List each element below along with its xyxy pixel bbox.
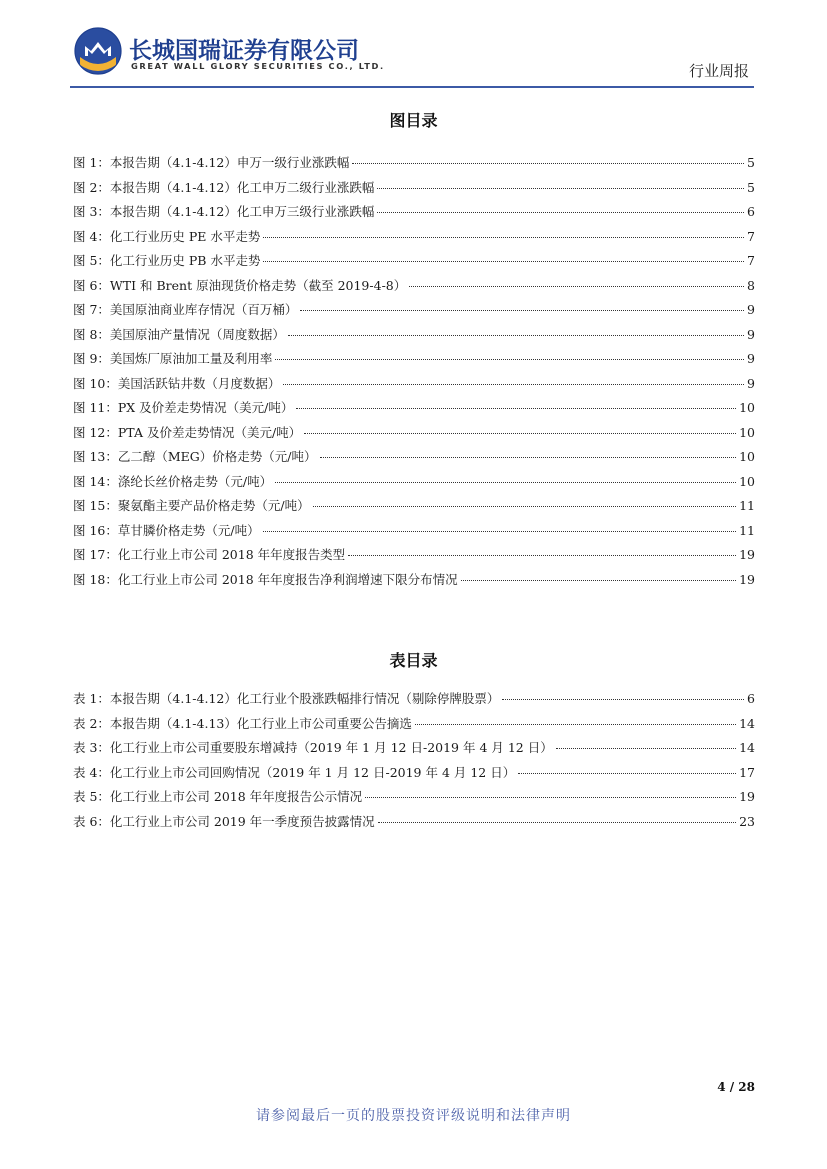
figure-entry-page: 9 — [747, 351, 755, 366]
figure-entry-leader — [263, 531, 737, 532]
figure-entry[interactable] — [73, 545, 755, 570]
figure-entry[interactable] — [73, 202, 755, 227]
figure-entry[interactable] — [73, 447, 755, 472]
page-header — [0, 0, 827, 92]
figure-entry-page: 10 — [739, 424, 755, 440]
figure-entry-label: 图 1：本报告期（4.1-4.12）申万一级行业涨跌幅 — [73, 155, 350, 170]
figure-entry-page: 9 — [747, 375, 755, 391]
table-entry-label: 表 5：化工行业上市公司 2018 年年度报告公示情况 — [73, 789, 363, 804]
figure-entry-label: 图 13：乙二醇（MEG）价格走势（元/吨） — [73, 449, 317, 464]
table-entry-label: 表 2：本报告期（4.1-4.13）化工行业上市公司重要公告摘选 — [73, 715, 412, 731]
figure-entry-page: 9 — [747, 302, 755, 317]
table-entry[interactable] — [73, 787, 755, 812]
figure-entry-leader — [304, 433, 736, 434]
report-type-label: 行业周报 — [688, 62, 749, 80]
figure-entry-page: 11 — [739, 522, 755, 538]
figure-entry-label: 图 17：化工行业上市公司 2018 年年度报告类型 — [73, 547, 346, 562]
figure-entry-page: 5 — [747, 155, 755, 170]
figure-entry[interactable] — [73, 374, 755, 399]
figure-entry[interactable] — [73, 251, 755, 276]
figure-entry-leader — [377, 212, 744, 213]
figure-entry-page: 5 — [747, 179, 755, 195]
figure-list-title: 图目录 — [389, 111, 438, 130]
figure-entry-leader — [348, 555, 736, 556]
figure-entry-page: 19 — [739, 571, 755, 587]
table-entry-page: 6 — [747, 691, 755, 706]
table-entry-page: 19 — [739, 789, 755, 804]
figure-entry[interactable] — [73, 398, 755, 423]
table-entry[interactable] — [73, 738, 755, 763]
page-number: 4 / 28 — [717, 1080, 755, 1094]
figure-entry[interactable] — [73, 349, 755, 374]
figure-entry[interactable] — [73, 153, 755, 178]
company-logo-icon — [74, 27, 122, 75]
table-entry-page: 14 — [739, 740, 755, 755]
table-entry[interactable] — [73, 812, 755, 837]
figure-entry-page: 8 — [747, 277, 755, 293]
company-name-en: GREAT WALL GLORY SECURITIES CO., LTD. — [131, 61, 385, 71]
figure-entry-leader — [283, 384, 744, 385]
table-entry-leader — [556, 748, 736, 749]
disclaimer-note: 请参阅最后一页的股票投资评级说明和法律声明 — [256, 1108, 571, 1124]
table-list — [73, 689, 755, 836]
figure-entry-leader — [320, 457, 737, 458]
figure-entry-leader — [461, 580, 736, 581]
figure-entry-page: 19 — [739, 547, 755, 562]
figure-entry-leader — [352, 163, 744, 164]
figure-entry-leader — [288, 335, 744, 336]
figure-entry-page: 10 — [739, 473, 755, 489]
figure-entry-label: 图 8：美国原油产量情况（周度数据） — [73, 326, 285, 342]
figure-entry-leader — [313, 506, 737, 507]
table-entry-label: 表 1：本报告期（4.1-4.12）化工行业个股涨跌幅排行情况（剔除停牌股票） — [73, 691, 500, 706]
figure-entry[interactable] — [73, 276, 755, 301]
figure-entry-label: 图 10：美国活跃钻井数（月度数据） — [73, 375, 281, 391]
figure-entry-label: 图 5：化工行业历史 PB 水平走势 — [73, 253, 261, 268]
figure-entry[interactable] — [73, 300, 755, 325]
table-entry-page: 23 — [739, 813, 755, 829]
figure-entry-label: 图 4：化工行业历史 PE 水平走势 — [73, 228, 261, 244]
header-divider — [70, 86, 754, 88]
figure-entry-label: 图 12：PTA 及价差走势情况（美元/吨） — [73, 424, 302, 440]
table-entry-label: 表 6：化工行业上市公司 2019 年一季度预告披露情况 — [73, 813, 375, 829]
figure-entry-leader — [300, 310, 744, 311]
figure-entry-label: 图 9：美国炼厂原油加工量及利用率 — [73, 351, 273, 366]
figure-entry-label: 图 6：WTI 和 Brent 原油现货价格走势（截至 2019-4-8） — [73, 277, 407, 293]
figure-entry-label: 图 18：化工行业上市公司 2018 年年度报告净利润增速下限分布情况 — [73, 571, 458, 587]
figure-list — [73, 153, 755, 594]
table-entry-leader — [502, 699, 744, 700]
table-entry-leader — [378, 822, 736, 823]
figure-entry-leader — [409, 286, 744, 287]
figure-entry[interactable] — [73, 178, 755, 203]
figure-entry[interactable] — [73, 521, 755, 546]
figure-entry-page: 10 — [739, 400, 755, 415]
figure-entry-page: 7 — [747, 228, 755, 244]
figure-entry[interactable] — [73, 570, 755, 595]
table-entry[interactable] — [73, 714, 755, 739]
company-name-cn: 长城国瑞证券有限公司 — [129, 38, 359, 64]
table-entry-page: 17 — [739, 764, 755, 780]
figure-entry[interactable] — [73, 227, 755, 252]
table-entry-label: 表 4：化工行业上市公司回购情况（2019 年 1 月 12 日-2019 年 4 月 12 日） — [73, 764, 516, 780]
table-entry[interactable] — [73, 763, 755, 788]
table-entry-leader — [415, 724, 736, 725]
figure-entry-label: 图 3：本报告期（4.1-4.12）化工申万三级行业涨跌幅 — [73, 204, 375, 219]
table-entry[interactable] — [73, 689, 755, 714]
figure-entry[interactable] — [73, 496, 755, 521]
figure-entry-leader — [275, 359, 744, 360]
table-entry-leader — [365, 797, 736, 798]
figure-entry[interactable] — [73, 472, 755, 497]
figure-entry-page: 9 — [747, 326, 755, 342]
figure-entry-page: 6 — [747, 204, 755, 219]
figure-entry-page: 10 — [739, 449, 755, 464]
figure-entry-label: 图 7：美国原油商业库存情况（百万桶） — [73, 302, 298, 317]
figure-entry-label: 图 2：本报告期（4.1-4.12）化工申万二级行业涨跌幅 — [73, 179, 375, 195]
figure-entry-leader — [263, 261, 744, 262]
table-entry-label: 表 3：化工行业上市公司重要股东增减持（2019 年 1 月 12 日-2019 年 4 月 12 日） — [73, 740, 553, 755]
table-list-title: 表目录 — [389, 651, 438, 670]
figure-entry-leader — [377, 188, 744, 189]
figure-entry-label: 图 15：聚氨酯主要产品价格走势（元/吨） — [73, 498, 310, 513]
figure-entry-label: 图 16：草甘膦价格走势（元/吨） — [73, 522, 260, 538]
figure-entry-page: 11 — [739, 498, 755, 513]
figure-entry[interactable] — [73, 423, 755, 448]
table-entry-leader — [518, 773, 736, 774]
figure-entry-page: 7 — [747, 253, 755, 268]
figure-entry-label: 图 14：涤纶长丝价格走势（元/吨） — [73, 473, 273, 489]
figure-entry-leader — [296, 408, 736, 409]
figure-entry-leader — [275, 482, 736, 483]
table-entry-page: 14 — [739, 715, 755, 731]
figure-entry-leader — [263, 237, 744, 238]
figure-entry-label: 图 11：PX 及价差走势情况（美元/吨） — [73, 400, 294, 415]
figure-entry[interactable] — [73, 325, 755, 350]
